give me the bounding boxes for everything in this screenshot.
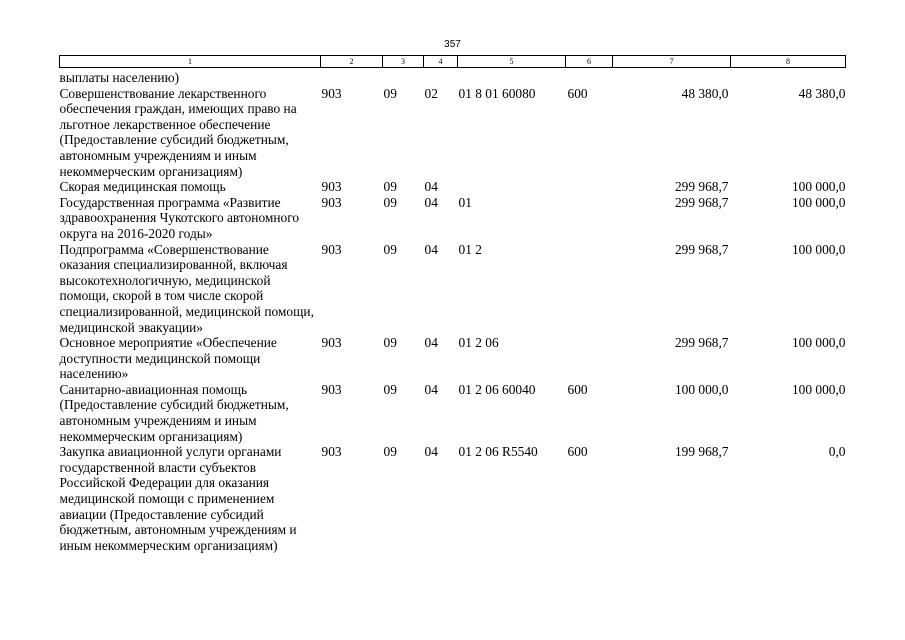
section-code: 09 xyxy=(383,381,397,397)
table-row xyxy=(60,179,846,195)
item-name: Закупка авиационной услуги органами государственной власти субъектов Российской Федерации для оказания медицинской помощи с применением авиации (Предоставление субсидий бюджетным, автономным учреждениям и иным некоммерческим организациям) xyxy=(59,444,297,553)
amount-col-7: 299 968,7 xyxy=(674,335,729,351)
expense-type-code xyxy=(566,335,613,382)
subsection-code: 04 xyxy=(424,444,438,460)
column-number-1: 1 xyxy=(60,56,321,68)
amount-col-7: 299 968,7 xyxy=(674,194,729,210)
ministry-code: 903 xyxy=(321,381,342,397)
item-name: Государственная программа «Развитие здравоохранения Чукотского автономного округа на 2016-2020 годы» xyxy=(59,194,300,241)
table-row xyxy=(60,335,846,382)
amount-col-7: 199 968,7 xyxy=(674,444,729,460)
expense-type-code: 600 xyxy=(567,444,588,460)
subsection-code: 04 xyxy=(424,335,438,351)
table-row xyxy=(60,444,846,553)
amount-col-8 xyxy=(731,68,846,86)
item-name: выплаты населению) xyxy=(59,70,180,85)
amount-col-7: 299 968,7 xyxy=(674,241,729,257)
table-row xyxy=(60,86,846,180)
target-article-code: 01 8 01 60080 xyxy=(458,85,536,101)
target-article-code xyxy=(458,179,566,195)
ministry-code: 903 xyxy=(321,444,342,460)
item-name: Подпрограмма «Совершенствование оказания специализированной, включая высокотехнологичную, медицинской помощи, скорой в том числе скорой специализированной, медицинской помощи, медицинской эвакуации» xyxy=(59,241,314,335)
section-code: 09 xyxy=(383,194,397,210)
section-code: 09 xyxy=(383,179,397,195)
column-number-6: 6 xyxy=(566,56,613,68)
ministry-code xyxy=(321,68,383,86)
amount-col-8: 48 380,0 xyxy=(798,85,846,101)
amount-col-8: 100 000,0 xyxy=(791,335,846,351)
subsection-code: 04 xyxy=(424,381,438,397)
expense-type-code: 600 xyxy=(567,85,588,101)
ministry-code: 903 xyxy=(321,85,342,101)
expense-type-code xyxy=(566,242,613,336)
amount-col-8: 0,0 xyxy=(828,444,846,460)
target-article-code: 01 2 06 60040 xyxy=(458,381,536,397)
ministry-code: 903 xyxy=(321,335,342,351)
table-row xyxy=(60,382,846,444)
section-code: 09 xyxy=(383,444,397,460)
ministry-code: 903 xyxy=(321,241,342,257)
table-row xyxy=(60,242,846,336)
subsection-code xyxy=(424,68,458,86)
target-article-code: 01 xyxy=(458,194,472,210)
budget-table xyxy=(59,55,846,553)
item-name: Санитарно-авиационная помощь (Предоставление субсидий бюджетным, автономным учреждениям и иным некоммерческим организациям) xyxy=(59,381,289,444)
section-code xyxy=(383,68,424,86)
column-number-5: 5 xyxy=(458,56,566,68)
column-number-2: 2 xyxy=(321,56,383,68)
target-article-code: 01 2 xyxy=(458,241,482,257)
section-code: 09 xyxy=(383,241,397,257)
column-number-4: 4 xyxy=(424,56,458,68)
column-number-7: 7 xyxy=(613,56,731,68)
amount-col-8: 100 000,0 xyxy=(791,194,846,210)
expense-type-code xyxy=(566,179,613,195)
column-number-3: 3 xyxy=(383,56,424,68)
ministry-code: 903 xyxy=(321,179,342,195)
amount-col-8: 100 000,0 xyxy=(791,381,846,397)
table-row xyxy=(60,68,846,86)
amount-col-7: 48 380,0 xyxy=(681,85,729,101)
expense-type-code xyxy=(566,68,613,86)
target-article-code: 01 2 06 xyxy=(458,335,499,351)
section-code: 09 xyxy=(383,335,397,351)
amount-col-8: 100 000,0 xyxy=(791,241,846,257)
subsection-code: 02 xyxy=(424,85,438,101)
column-number-8: 8 xyxy=(731,56,846,68)
table-body xyxy=(60,68,846,554)
column-numbers-row xyxy=(60,56,846,68)
item-name: Скорая медицинская помощь xyxy=(59,179,226,195)
subsection-code: 04 xyxy=(424,241,438,257)
ministry-code: 903 xyxy=(321,194,342,210)
amount-col-7: 299 968,7 xyxy=(674,179,729,195)
target-article-code: 01 2 06 R5540 xyxy=(458,444,538,460)
subsection-code: 04 xyxy=(424,194,438,210)
expense-type-code xyxy=(566,195,613,242)
table-row xyxy=(60,195,846,242)
amount-col-7: 100 000,0 xyxy=(674,381,729,397)
amount-col-8: 100 000,0 xyxy=(791,179,846,195)
expense-type-code: 600 xyxy=(567,381,588,397)
amount-col-7 xyxy=(613,68,731,86)
item-name: Совершенствование лекарственного обеспечения граждан, имеющих право на льготное лекарственное обеспечение (Предоставление субсидий бюджетным, автономным учреждениям и иным некоммерческим организациям) xyxy=(59,85,297,179)
page-number: 357 xyxy=(444,39,461,50)
item-name: Основное мероприятие «Обеспечение доступности медицинской помощи населению» xyxy=(59,335,277,382)
section-code: 09 xyxy=(383,85,397,101)
subsection-code: 04 xyxy=(424,179,438,195)
target-article-code xyxy=(458,68,566,86)
